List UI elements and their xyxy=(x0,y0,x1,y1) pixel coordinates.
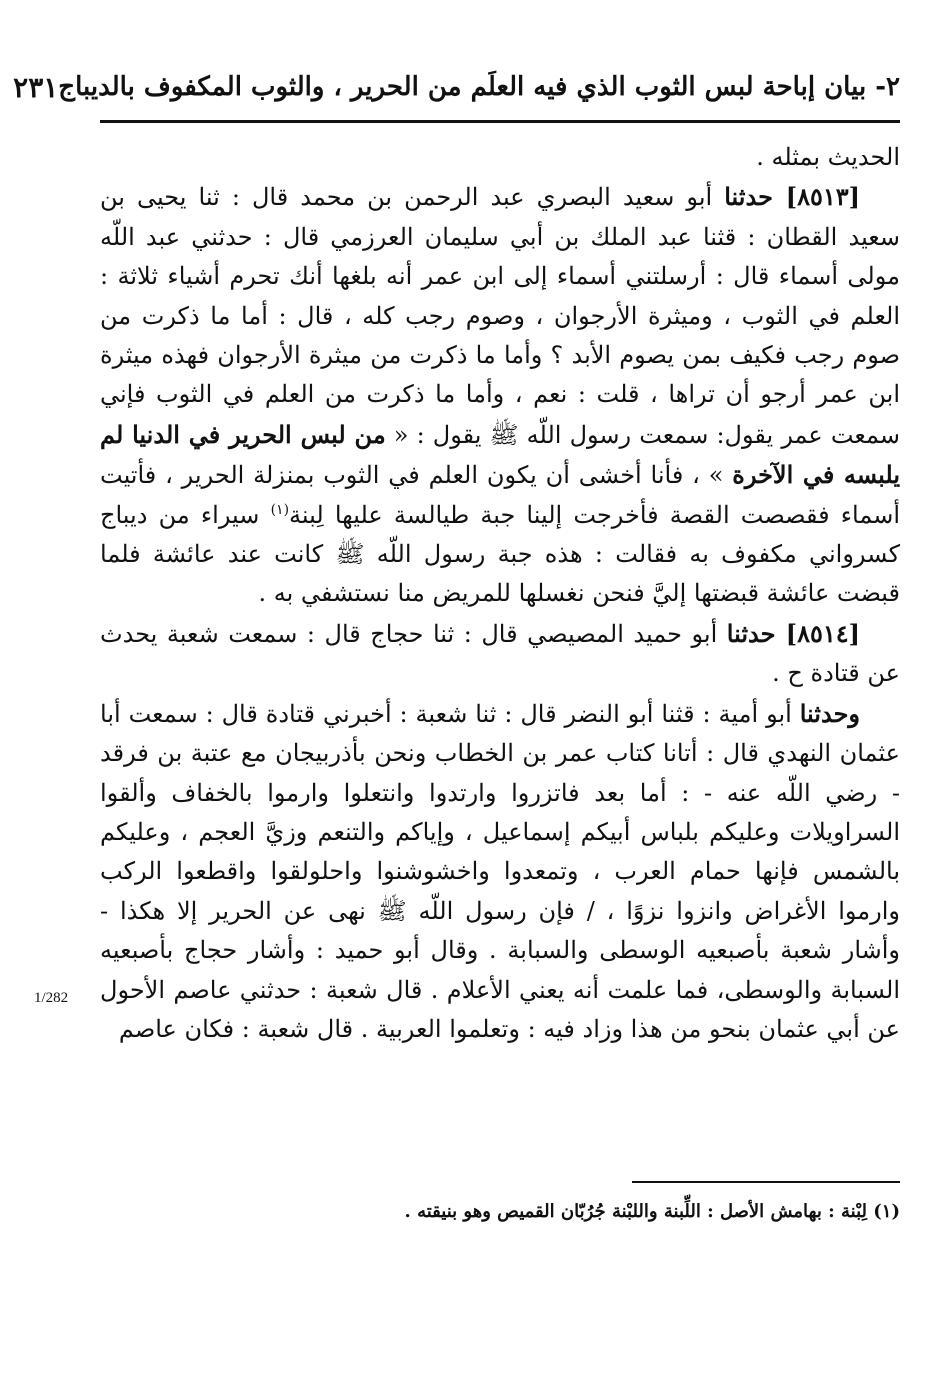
footnote: (١) لِبْنة : بهامش الأصل : اللِّبنة واللبْنة جُرُبّان القميص وهو بنيقته . xyxy=(404,1201,900,1222)
footnote-marker: (١) xyxy=(270,501,290,518)
main-text xyxy=(100,138,900,1049)
hadith-8514-second-chain xyxy=(100,694,900,1050)
footnote-divider xyxy=(632,1181,900,1183)
hadith-lead: [٨٥١٣] حدثنا xyxy=(724,182,860,212)
paragraph-text: » ، فأنا أخشى أن يكون العلم في الثوب بمنزلة الحرير ، فأتيت أسماء فقصصت القصة فأخرجت إلينا جبة طيالسة عليها لِبنة xyxy=(100,461,900,529)
chapter-title: ٢- بيان إباحة لبس الثوب الذي فيه العلَم من الحرير ، والثوب المكفوف بالديباج xyxy=(58,72,900,102)
header-divider xyxy=(100,120,900,123)
running-header xyxy=(13,62,900,112)
manuscript-folio-reference: 1/282 xyxy=(34,990,69,1006)
paragraph-continuation xyxy=(100,138,900,177)
paragraph-text: الحديث بمثله . xyxy=(756,143,900,171)
paragraph-text: أبو حميد المصيصي قال : ثنا حجاج قال : سمعت شعبة يحدث عن قتادة ح . xyxy=(100,619,900,688)
hadith-lead: [٨٥١٤] حدثنا xyxy=(726,618,860,648)
paragraph-text: أبو أمية : قثنا أبو النضر قال : ثنا شعبة : أخبرني قتادة قال : سمعت أبا عثمان النهدي قال : أتانا كتاب عمر بن الخطاب ونحن بأذربيجان مع عتبة بن فرقد - رضي اللّه عنه - : أما بعد فاتزروا وارتدوا وانتعلوا وارموا بالخفاف وألقوا السراويلات وعليكم بلباس أبيكم إسماعيل ، وإياكم والتنعم وزيَّ العجم ، وعليكم بالشمس فإنها حمام العرب ، وتمعدوا واخشوشنوا واحلولقوا واقطعوا الركب وارموا الأغراض وانزوا نزوًا ، / فإن رسول اللّه ﷺ نهى عن الحرير إلا هكذا - وأشار شعبة بأصبعيه الوسطى والسبابة . وقال أبو حميد : وأشار حجاج بأصبعيه السبابة والوسطى، فما علمت أنه يعني الأعلام . قال شعبة : حدثني عاصم الأحول عن أبي عثمان بنحو من هذا وزاد فيه : وتعلموا العربية . قال شعبة : فكان عاصم xyxy=(100,699,900,1043)
hadith-lead: وحدثنا xyxy=(799,698,860,728)
paragraph-text: سيراء من ديباج كسرواني مكفوف به فقالت : هذه جبة رسول اللّه ﷺ كانت عند عائشة فلما قبضت عائشة قبضتها إليَّ فنحن نغسلها للمريض منا نستشفي به . xyxy=(100,500,900,608)
page-number: ٢٣١ xyxy=(13,70,59,104)
hadith-8514 xyxy=(100,614,900,694)
prophetic-quote: من لبس الحرير في الدنيا لم يلبسه في الآخرة xyxy=(100,419,900,490)
paragraph-text: أبو سعيد البصري عبد الرحمن بن محمد قال : ثنا يحيى بن سعيد القطان : قثنا عبد الملك بن أبي سليمان العرزمي قال : حدثني عبد اللّه مولى أسماء قال : أرسلتني أسماء إلى ابن عمر أنه بلغها أنك تحرم أشياء ثلاثة : العلم في الثوب ، وميثرة الأرجوان ، وصوم رجب كله ، قال : أما ما ذكرت من صوم رجب فكيف بمن يصوم الأبد ؟ وأما ما ذكرت من ميثرة الأرجوان فهذه ميثرة ابن عمر أرجو أن تراها ، قلت : نعم ، وأما ما ذكرت من العلم في الثوب فإني سمعت عمر يقول: سمعت رسول اللّه ﷺ يقول : « xyxy=(100,183,901,449)
hadith-8513 xyxy=(100,177,900,613)
